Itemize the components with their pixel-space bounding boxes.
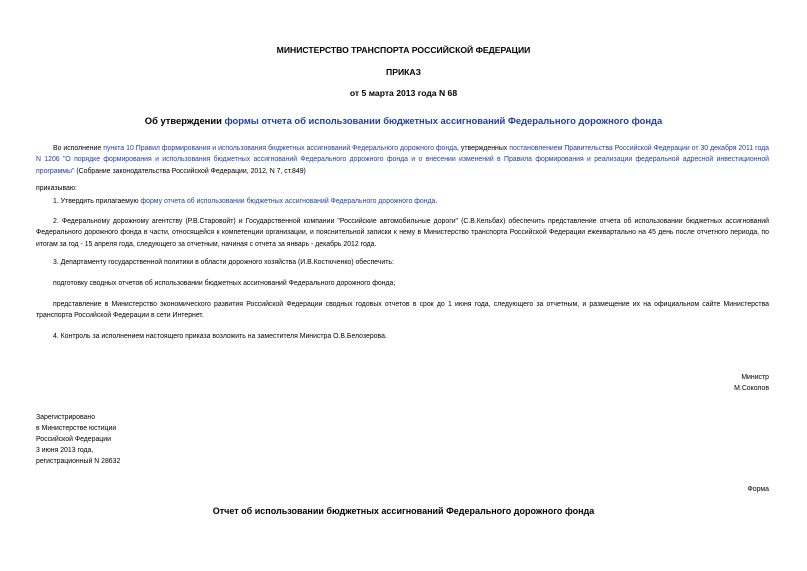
preamble-text-3: (Собрание законодательства Российской Федерации, 2012, N 7, ст.849) (74, 167, 306, 175)
registration-line-2: в Министерстве юстиции (36, 425, 117, 432)
order-date-number: от 5 марта 2013 года N 68 (349, 88, 458, 98)
preamble-text-1: Во исполнение (53, 145, 104, 152)
item-4: 4. Контроль за исполнением настоящего приказа возложить на заместителя Министра О.В.Белозерова. (53, 333, 387, 340)
rules-point-10-link[interactable]: пункта 10 Правил формирования и использования бюджетных ассигнований Федерального дорожного фонда (103, 145, 458, 152)
signature-position: Министр (741, 374, 769, 381)
item-3: 3. Департаменту государственной политики в области дорожного хозяйства (И.В.Костюченко) обеспечить: (53, 259, 394, 266)
item-1-suffix: . (435, 198, 438, 205)
order-word: приказываю: (36, 185, 77, 192)
title-form-link[interactable]: формы отчета об использовании бюджетных ассигнований Федерального дорожного фонда (224, 115, 663, 126)
preamble-text-2: , утвержденных (457, 145, 510, 152)
registration-line-1: Зарегистрировано (36, 414, 96, 421)
preamble-paragraph (36, 143, 769, 177)
item-3-subitem-a: подготовку сводных отчетов об использовании бюджетных ассигнований Федерального дорожного фонда; (53, 280, 396, 287)
registration-line-4: 3 июня 2013 года, (36, 447, 94, 454)
registration-line-5: регистрационный N 28632 (36, 458, 121, 465)
report-title: Отчет об использовании бюджетных ассигнований Федерального дорожного фонда (212, 506, 595, 516)
registration-line-3: Российской Федерации (36, 436, 111, 443)
order-heading: ПРИКАЗ (386, 67, 421, 77)
item-1 (36, 196, 769, 207)
government-decree-link[interactable]: постановлением Правительства Российской Федерации от 30 декабря 2011 года N 1206 "О порядке формирования и использования бюджетных ассигнований Федерального дорожного фонда и о внесении изменений в Правила формирования и реализации федеральной адресной инвестиционной программы" (36, 145, 770, 175)
signature-name: М.Соколов (734, 385, 769, 392)
ministry-heading: МИНИСТЕРСТВО ТРАНСПОРТА РОССИЙСКОЙ ФЕДЕРАЦИИ (276, 45, 531, 55)
approved-form-link[interactable]: форму отчета об использовании бюджетных ассигнований Федерального дорожного фонда (140, 198, 436, 205)
form-label: Форма (747, 486, 769, 493)
item-1-prefix: 1. Утвердить прилагаемую (53, 198, 141, 205)
item-3-subitem-b: представление в Министерство экономического развития Российской Федерации сводных годовых отчетов в срок до 1 июня года, следующего за отчетным, и размещение их на официальном сайте Министерства транспорта Российской Федерации в сети Интернет. (36, 301, 769, 320)
title-prefix: Об утверждении (144, 115, 225, 126)
document-title (0, 115, 807, 126)
item-2: 2. Федеральному дорожному агентству (Р.В.Старовойт) и Государственной компании "Российские автомобильные дороги" (С.В.Кельбах) обеспечить представление отчета об использовании бюджетных ассигнований Федерального дорожного фонда в части, относящейся к компетенции организации, и пояснительной записки к нему в Министерство транспорта Российской Федерации ежеквартально на 45 день после отчетного периода, по итогам за год - 15 апреля года, следующего за отчетным, начиная с отчета за январь - декабрь 2012 года. (36, 218, 769, 248)
